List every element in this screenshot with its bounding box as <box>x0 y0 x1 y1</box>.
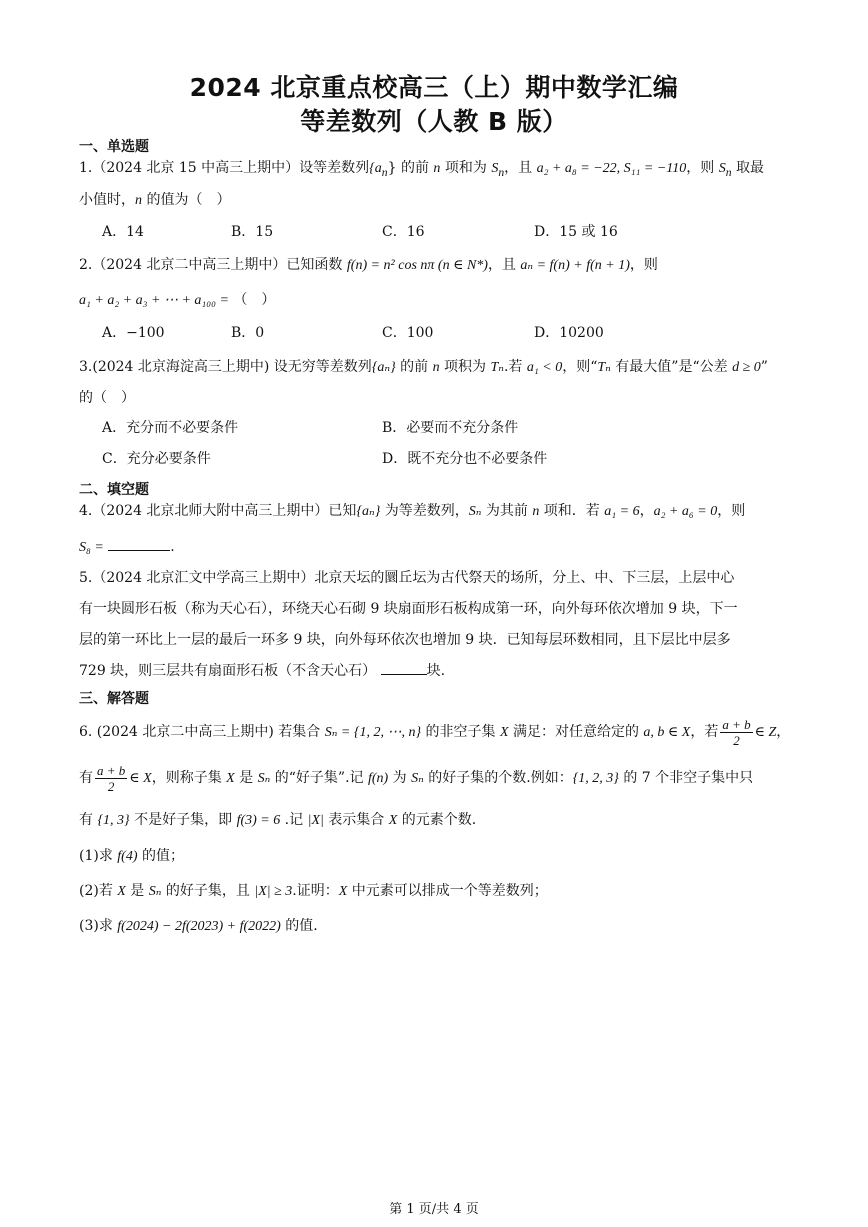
q1-text: 项和为 <box>440 160 492 176</box>
q6-text: .记 <box>280 812 308 828</box>
q3-text: ，则“ <box>562 359 598 375</box>
q6-text: 有 <box>79 812 98 828</box>
q3-option-d: D．既不充分也不必要条件 <box>382 451 548 467</box>
question-6-line-2 <box>79 760 753 797</box>
q6-math: Sₙ = {1, 2, ⋯, n} <box>324 725 422 740</box>
section-heading-solution: 三、解答题 <box>79 691 149 707</box>
question-5-line-1: 5.（2024 北京汇文中学高三上期中）北京天坛的圜丘坛为古代祭天的场所，分上、中、下三层，上层中心 <box>79 570 735 586</box>
q3-math: Tₙ <box>597 360 611 375</box>
q3-text: .若 <box>503 359 527 375</box>
q6-text: 6. (2024 北京二中高三上期中) 若集合 <box>79 724 325 740</box>
q1-option-d: D．15 或 16 <box>534 224 618 240</box>
q6-text: ， <box>776 724 791 740</box>
q4-math: {aₙ} <box>356 504 381 519</box>
question-6-line-1 <box>79 714 790 751</box>
question-4-line-2 <box>79 536 175 558</box>
answer-blank <box>381 660 427 675</box>
q3-text: 的前 <box>395 359 433 375</box>
q4-text: 为其前 <box>481 503 533 519</box>
q6-math: f(n) <box>367 771 389 786</box>
fraction-numerator: a + b <box>97 762 126 778</box>
q6-math: ∈ Z <box>754 725 777 740</box>
q6-text: 不是好子集，即 <box>129 812 237 828</box>
q6-text: 的值. <box>280 918 318 934</box>
q6-math: a, b ∈ X <box>643 725 691 740</box>
q1-math: S <box>718 161 726 176</box>
section-heading-fill-in: 二、填空题 <box>79 482 149 498</box>
q2-option-d: D．10200 <box>534 325 604 341</box>
q6-text: 的 7 个非空子集中只 <box>618 770 754 786</box>
page-title: 2024 北京重点校高三（上）期中数学汇编 <box>189 73 679 102</box>
q4-math: n <box>532 504 540 519</box>
q6-math: f(2024) − 2f(2023) + f(2022) <box>117 919 281 934</box>
q6-math: Sₙ <box>257 771 271 786</box>
page-subtitle: 等差数列（人教 B 版） <box>300 107 568 136</box>
question-6-part-1 <box>79 846 184 867</box>
q6-text: 的好子集的个数.例如： <box>423 770 573 786</box>
q5-text: 729 块，则三层共有扇面形石板（不含天心石） <box>79 663 377 679</box>
q1-math: S <box>491 161 499 176</box>
question-2-line-2 <box>79 290 275 311</box>
q3-math: Tₙ <box>490 360 504 375</box>
q6-text: ，则称子集 <box>151 770 227 786</box>
q6-math: Sₙ <box>411 771 424 786</box>
q4-text: 项和．若 <box>539 503 605 519</box>
question-1-line-1 <box>79 158 764 183</box>
page-number-footer: 第 1 页/共 4 页 <box>389 1202 479 1217</box>
fraction-a-plus-b-over-2 <box>720 717 752 748</box>
answer-blank <box>108 536 170 551</box>
q4-text: ，则 <box>717 503 746 519</box>
q6-text: 是 <box>234 770 258 786</box>
q6-math: ∈ X <box>129 771 152 786</box>
q2-math: f(n) = n² cos nπ (n ∈ N*) <box>346 258 488 273</box>
q1-math: a₂ + a₈ = −22, S₁₁ = −110 <box>536 161 687 176</box>
q1-option-a: A．14 <box>102 224 144 240</box>
q2-math: a₁ + a₂ + a₃ + ⋯ + a₁₀₀ = <box>79 293 229 308</box>
q1-math-sub: n <box>498 165 505 179</box>
q6-math: Sₙ <box>148 884 162 899</box>
q6-text: 是 <box>125 883 149 899</box>
q4-math: S₈ = <box>79 540 104 555</box>
q6-math: f(4) <box>117 849 138 864</box>
q4-text: . <box>170 539 175 555</box>
q1-text: 1.（2024 北京 15 中高三上期中）设等差数列 <box>79 160 370 176</box>
q6-text: 的好子集，且 <box>161 883 255 899</box>
q4-text: 4.（2024 北京北师大附中高三上期中）已知 <box>79 503 357 519</box>
q6-text: 满足：对任意给定的 <box>508 724 644 740</box>
q1-text: 的值为（ ） <box>142 192 231 208</box>
q2-text: （ ） <box>233 292 276 308</box>
q4-math: a₂ + a₆ = 0 <box>653 504 718 519</box>
q4-text: 为等差数列， <box>380 503 469 519</box>
q6-text: 的值； <box>137 848 184 864</box>
q6-math: X <box>226 771 235 786</box>
q6-text: (3)求 <box>79 918 118 934</box>
q1-option-b: B．15 <box>231 224 274 240</box>
q2-option-b: B．0 <box>231 325 265 341</box>
question-6-part-2 <box>79 881 548 902</box>
q3-option-b: B．必要而不充分条件 <box>382 420 519 436</box>
fraction-a-plus-b-over-2 <box>95 763 127 794</box>
question-3-line-1 <box>79 357 768 378</box>
q1-text: ，则 <box>686 160 719 176</box>
q6-text: 的元素个数. <box>397 812 477 828</box>
question-1-line-2 <box>79 190 230 211</box>
q6-text: 为 <box>388 770 412 786</box>
q6-text: 有 <box>79 770 93 786</box>
q6-text: ，若 <box>690 724 719 740</box>
q1-text: 取最 <box>731 160 764 176</box>
q6-text: 中元素可以排成一个等差数列； <box>347 883 548 899</box>
question-5-line-2: 有一块圆形石板（称为天心石），环绕天心石砌 9 块扇面形石板构成第一环，向外每环依次增加 9 块，下一 <box>79 601 738 617</box>
q1-option-c: C．16 <box>382 224 425 240</box>
q3-math: d ≥ 0 <box>732 360 761 375</box>
q3-math: a₁ < 0 <box>526 360 563 375</box>
q6-math: X <box>388 813 398 828</box>
section-heading-single-choice: 一、单选题 <box>79 139 149 155</box>
question-6-part-3 <box>79 916 318 937</box>
q1-math: n <box>135 193 142 208</box>
q6-text: (2)若 <box>79 883 118 899</box>
q4-math: Sₙ <box>468 504 482 519</box>
q1-math: {a <box>369 161 382 176</box>
question-5-line-3: 层的第一环比上一层的最后一环多 9 块，向外每环依次也增加 9 块．已知每层环数相同，且下层比中层多 <box>79 632 731 648</box>
q6-text: (1)求 <box>79 848 118 864</box>
q6-text: 表示集合 <box>323 812 389 828</box>
q6-math: {1, 2, 3} <box>572 771 619 786</box>
q6-math: {1, 3} <box>97 813 130 828</box>
q3-option-a: A．充分而不必要条件 <box>102 420 239 436</box>
question-6-line-3 <box>79 810 476 831</box>
q1-math-sub: n <box>381 165 388 179</box>
q6-math: X <box>499 725 509 740</box>
question-3-line-2: 的（ ） <box>79 390 135 406</box>
question-2-line-1 <box>79 255 658 276</box>
q1-text: 小值时， <box>79 192 135 208</box>
q6-text: 的“好子集”.记 <box>270 770 368 786</box>
q2-text: ，且 <box>487 257 521 273</box>
q6-math: |X| <box>307 813 324 828</box>
q1-text: } 的前 <box>387 160 434 176</box>
q1-math-sub: n <box>725 165 732 179</box>
fraction-numerator: a + b <box>722 716 751 732</box>
question-4-line-1 <box>79 501 745 522</box>
q4-text: ， <box>639 503 654 519</box>
q2-text: 2.（2024 北京二中高三上期中）已知函数 <box>79 257 347 273</box>
fraction-denominator: 2 <box>733 732 740 748</box>
q1-math: n <box>433 161 441 176</box>
q4-math: a₁ = 6 <box>604 504 640 519</box>
q3-text: 3.(2024 北京海淀高三上期中) 设无穷等差数列 <box>79 359 372 375</box>
q3-math: {aₙ} <box>371 360 396 375</box>
q3-text: ” <box>760 359 768 375</box>
q6-math: X <box>117 884 126 899</box>
q6-math: |X| ≥ 3 <box>254 884 293 899</box>
question-5-line-4 <box>79 660 445 681</box>
fraction-denominator: 2 <box>107 778 115 794</box>
q6-text: .证明： <box>292 883 339 899</box>
q5-text: 块. <box>426 663 446 679</box>
q3-text: 项积为 <box>439 359 491 375</box>
q6-math: X <box>338 884 348 899</box>
q3-option-c: C．充分必要条件 <box>102 451 211 467</box>
q6-text: 的非空子集 <box>421 724 500 740</box>
q3-math: n <box>432 360 440 375</box>
q2-math: aₙ = f(n) + f(n + 1) <box>520 258 630 273</box>
q3-text: 有最大值”是“公差 <box>610 359 733 375</box>
q1-text: ，且 <box>504 160 537 176</box>
q2-option-c: C．100 <box>382 325 434 341</box>
q6-math: f(3) = 6 <box>236 813 281 828</box>
q2-text: ，则 <box>629 257 658 273</box>
q2-option-a: A．−100 <box>102 325 165 341</box>
